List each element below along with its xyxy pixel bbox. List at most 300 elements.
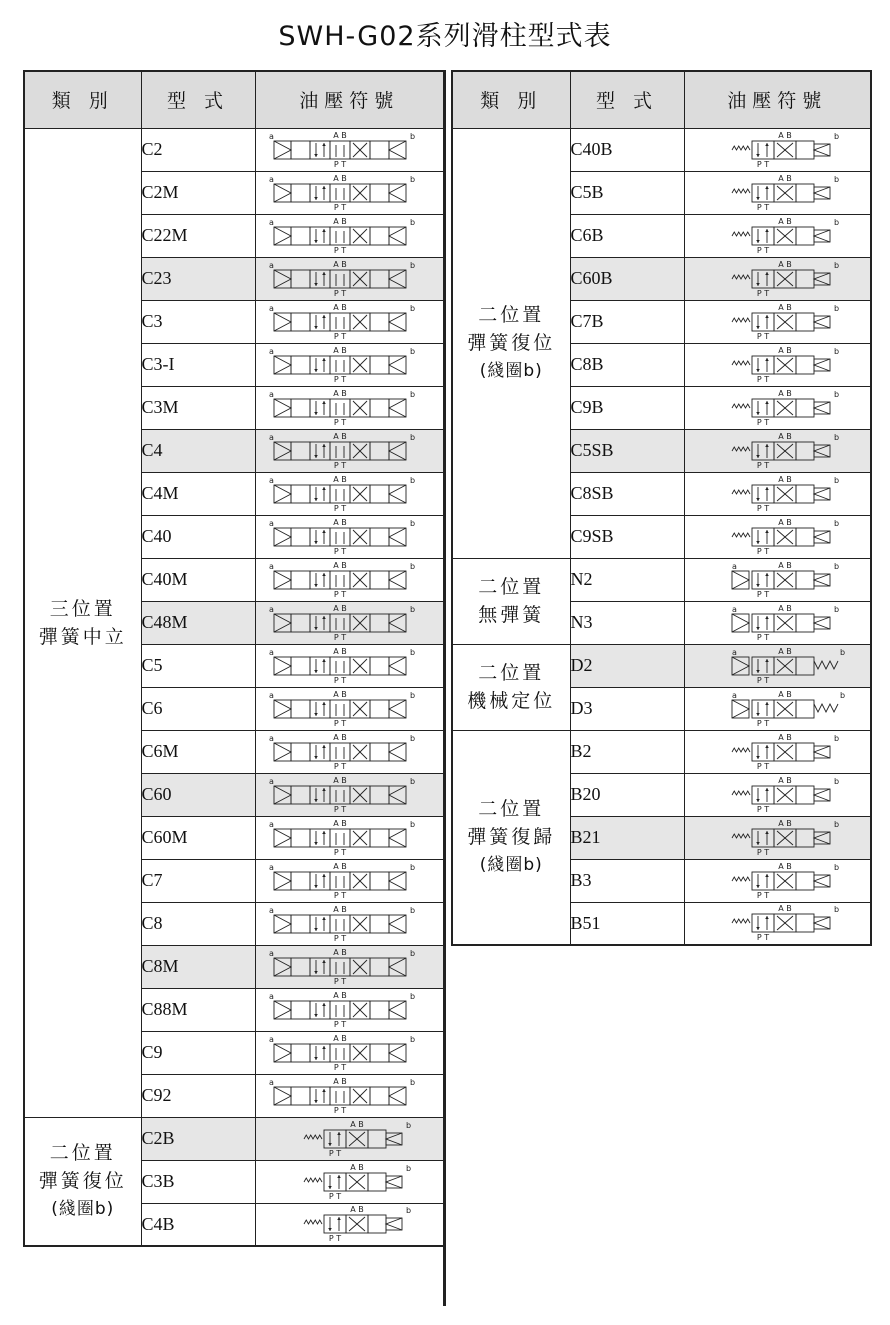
svg-text:b: b [410,561,416,571]
model-cell: C4 [141,429,255,472]
category-line: 彈簧中立 [38,625,127,648]
model-cell: C5B [570,171,684,214]
hydraulic-symbol-icon [264,775,434,815]
svg-text:b: b [834,475,840,485]
category-line: 三位置 [49,597,116,620]
svg-text:A B: A B [778,732,793,742]
hydraulic-symbol-icon [264,646,434,686]
svg-text:P T: P T [757,632,770,642]
model-cell: C9B [570,386,684,429]
svg-text:P T: P T [757,288,770,298]
svg-text:b: b [834,862,840,872]
svg-text:A B: A B [333,259,348,269]
symbol-cell [255,1031,444,1074]
svg-text:a: a [732,561,738,571]
symbol-cell [255,429,444,472]
model-cell: C40M [141,558,255,601]
svg-text:b: b [834,260,840,270]
svg-text:P T: P T [334,374,347,384]
symbol-cell [684,386,871,429]
hydraulic-symbol-icon [692,173,862,213]
symbol-cell [255,214,444,257]
svg-text:A B: A B [778,603,793,613]
svg-text:a: a [269,518,275,528]
svg-text:b: b [410,819,416,829]
symbol-cell [255,859,444,902]
model-cell: C3-I [141,343,255,386]
model-cell: C2M [141,171,255,214]
svg-text:P T: P T [334,847,347,857]
svg-text:P T: P T [334,460,347,470]
hydraulic-symbol-icon [692,517,862,557]
symbol-cell [684,601,871,644]
model-cell: N3 [570,601,684,644]
model-cell: C8B [570,343,684,386]
model-cell: C6 [141,687,255,730]
hydraulic-symbol-icon [264,173,434,213]
svg-text:b: b [410,518,416,528]
category-line: 二位置 [478,662,545,684]
svg-text:P T: P T [334,503,347,513]
svg-text:b: b [834,174,840,184]
symbol-cell [684,429,871,472]
symbol-cell [684,687,871,730]
svg-text:a: a [269,905,275,915]
symbol-cell [255,515,444,558]
symbol-cell [255,472,444,515]
category-cell [24,128,141,1117]
hydraulic-symbol-icon [692,603,862,643]
svg-text:A B: A B [333,603,348,613]
svg-text:a: a [732,690,738,700]
hydraulic-symbol-icon [264,990,434,1030]
model-cell: D2 [570,644,684,687]
svg-text:P T: P T [334,675,347,685]
symbol-cell [255,128,444,171]
svg-text:P T: P T [334,1019,347,1029]
svg-text:A B: A B [778,904,793,914]
hydraulic-symbol-icon [264,689,434,729]
hydraulic-symbol-icon [264,732,434,772]
model-cell: C7 [141,859,255,902]
left-spool-table [23,70,445,1247]
model-cell: C23 [141,257,255,300]
svg-text:b: b [834,905,840,915]
svg-text:A B: A B [778,474,793,484]
svg-text:A B: A B [333,302,348,312]
model-cell: B51 [570,902,684,945]
symbol-cell [684,902,871,945]
svg-text:A B: A B [350,1119,365,1129]
svg-text:b: b [410,1077,416,1087]
svg-text:A B: A B [333,345,348,355]
hydraulic-symbol-icon [264,216,434,256]
symbol-cell [684,343,871,386]
model-cell: C4M [141,472,255,515]
hydraulic-symbol-icon [692,302,862,342]
svg-text:A B: A B [778,560,793,570]
symbol-cell [684,300,871,343]
svg-text:b: b [410,948,416,958]
svg-text:a: a [269,389,275,399]
svg-text:P T: P T [757,159,770,169]
symbol-cell [684,214,871,257]
svg-text:b: b [410,389,416,399]
hydraulic-symbol-icon [692,903,862,943]
svg-text:b: b [834,131,840,141]
svg-text:a: a [269,260,275,270]
category-line: 二位置 [478,304,545,326]
header-symbol: 油壓符號 [684,71,871,128]
svg-text:a: a [269,561,275,571]
symbol-cell [684,644,871,687]
svg-text:P T: P T [334,761,347,771]
svg-text:P T: P T [334,1105,347,1115]
svg-text:a: a [269,819,275,829]
hydraulic-symbol-icon [264,130,434,170]
hydraulic-symbol-icon [264,345,434,385]
model-cell: B2 [570,730,684,773]
model-cell: C48M [141,601,255,644]
svg-text:b: b [834,432,840,442]
symbol-cell [684,171,871,214]
svg-text:A B: A B [333,173,348,183]
symbol-cell [684,730,871,773]
symbol-cell [255,730,444,773]
svg-text:P T: P T [334,1062,347,1072]
spool-row-n2 [452,558,871,601]
hydraulic-symbol-icon [692,474,862,514]
svg-text:P T: P T [757,331,770,341]
category-line: 彈簧復位 [38,1170,127,1193]
category-cell [24,1117,141,1246]
svg-text:A B: A B [333,388,348,398]
model-cell: C92 [141,1074,255,1117]
svg-text:A B: A B [778,345,793,355]
model-cell: C5 [141,644,255,687]
model-cell: C3 [141,300,255,343]
symbol-cell [255,257,444,300]
svg-text:A B: A B [350,1205,365,1215]
svg-text:A B: A B [778,431,793,441]
symbol-cell [255,644,444,687]
svg-text:P T: P T [757,675,770,685]
model-cell: C3B [141,1160,255,1203]
svg-text:P T: P T [334,417,347,427]
hydraulic-symbol-icon [264,560,434,600]
svg-text:P T: P T [757,503,770,513]
svg-text:b: b [834,776,840,786]
category-line: 二位置 [478,798,545,821]
hydraulic-symbol-icon [264,1119,434,1159]
model-cell: C5SB [570,429,684,472]
svg-text:P T: P T [334,331,347,341]
model-cell: D3 [570,687,684,730]
model-cell: C60B [570,257,684,300]
svg-text:b: b [410,260,416,270]
svg-text:b: b [410,991,416,1001]
hydraulic-symbol-icon [692,818,862,858]
svg-text:A B: A B [333,904,348,914]
hydraulic-symbol-icon [692,689,862,729]
svg-text:b: b [410,217,416,227]
svg-text:a: a [269,991,275,1001]
category-line: 彈簧復歸 [467,826,556,849]
symbol-cell [255,558,444,601]
spool-row-c2 [24,128,444,171]
header-category: 類 別 [24,71,141,128]
model-cell: B20 [570,773,684,816]
symbol-cell [684,816,871,859]
svg-text:a: a [269,303,275,313]
hydraulic-symbol-icon [264,861,434,901]
model-cell: B3 [570,859,684,902]
svg-text:b: b [834,389,840,399]
svg-text:a: a [269,862,275,872]
svg-text:P T: P T [334,159,347,169]
svg-text:A B: A B [350,1162,365,1172]
hydraulic-symbol-icon [692,130,862,170]
symbol-cell [684,558,871,601]
symbol-cell [255,386,444,429]
svg-text:A B: A B [778,259,793,269]
svg-text:b: b [410,346,416,356]
symbol-cell [684,859,871,902]
svg-text:A B: A B [778,861,793,871]
hydraulic-symbol-icon [692,646,862,686]
hydraulic-symbol-icon [264,1204,434,1244]
right-header-row [452,71,871,128]
svg-text:A B: A B [333,947,348,957]
symbol-cell [255,1160,444,1203]
svg-text:A B: A B [333,474,348,484]
svg-text:A B: A B [778,818,793,828]
svg-text:a: a [269,690,275,700]
svg-text:A B: A B [333,1033,348,1043]
hydraulic-symbol-icon [692,732,862,772]
svg-text:A B: A B [778,388,793,398]
svg-text:P T: P T [757,374,770,384]
hydraulic-symbol-icon [264,388,434,428]
model-cell: C3M [141,386,255,429]
symbol-cell [255,988,444,1031]
header-model: 型 式 [570,71,684,128]
svg-text:P T: P T [334,632,347,642]
svg-text:b: b [834,217,840,227]
svg-text:A B: A B [333,646,348,656]
svg-text:b: b [840,690,846,700]
model-cell: C22M [141,214,255,257]
svg-text:b: b [410,776,416,786]
svg-text:P T: P T [334,288,347,298]
svg-text:A B: A B [333,431,348,441]
model-cell: C2 [141,128,255,171]
svg-text:A B: A B [333,560,348,570]
header-model: 型 式 [141,71,255,128]
svg-text:P T: P T [757,847,770,857]
model-cell: C88M [141,988,255,1031]
svg-text:P T: P T [334,804,347,814]
svg-text:a: a [269,776,275,786]
svg-text:a: a [269,647,275,657]
left-header-row [24,71,444,128]
svg-text:b: b [410,604,416,614]
svg-text:P T: P T [329,1148,342,1158]
svg-text:P T: P T [334,202,347,212]
category-cell [452,730,570,945]
symbol-cell [255,816,444,859]
symbol-cell [255,902,444,945]
svg-text:b: b [410,174,416,184]
hydraulic-symbol-icon [264,1033,434,1073]
svg-text:P T: P T [757,202,770,212]
symbol-cell [255,343,444,386]
svg-text:a: a [269,174,275,184]
svg-text:P T: P T [757,460,770,470]
svg-text:b: b [410,432,416,442]
model-cell: C60M [141,816,255,859]
svg-text:a: a [269,432,275,442]
svg-text:P T: P T [757,589,770,599]
svg-text:P T: P T [334,976,347,986]
hydraulic-symbol-icon [692,345,862,385]
model-cell: C2B [141,1117,255,1160]
hydraulic-symbol-icon [264,603,434,643]
hydraulic-symbol-icon [264,474,434,514]
svg-text:P T: P T [334,589,347,599]
svg-text:P T: P T [757,933,770,943]
svg-text:A B: A B [333,130,348,140]
svg-text:P T: P T [757,417,770,427]
hydraulic-symbol-icon [692,259,862,299]
hydraulic-symbol-icon [264,431,434,471]
svg-text:P T: P T [329,1234,342,1244]
svg-text:P T: P T [757,546,770,556]
svg-text:A B: A B [778,173,793,183]
svg-text:b: b [410,647,416,657]
model-cell: C8SB [570,472,684,515]
category-line: (綫圈b) [479,361,543,381]
svg-text:A B: A B [778,302,793,312]
model-cell: C40B [570,128,684,171]
svg-text:A B: A B [778,216,793,226]
spool-row-c2b [24,1117,444,1160]
svg-text:b: b [410,303,416,313]
symbol-cell [255,773,444,816]
svg-text:A B: A B [333,689,348,699]
svg-text:b: b [834,819,840,829]
svg-text:P T: P T [334,890,347,900]
symbol-cell [255,300,444,343]
symbol-cell [255,1203,444,1246]
svg-text:a: a [269,131,275,141]
svg-text:a: a [269,475,275,485]
category-cell [452,558,570,644]
svg-text:A B: A B [778,775,793,785]
svg-text:P T: P T [334,546,347,556]
hydraulic-symbol-icon [692,216,862,256]
category-line: (綫圈b) [51,1199,115,1220]
svg-text:b: b [406,1206,412,1216]
svg-text:P T: P T [334,245,347,255]
svg-text:A B: A B [333,1076,348,1086]
spool-row-c40b [452,128,871,171]
model-cell: C6B [570,214,684,257]
hydraulic-symbol-icon [264,947,434,987]
symbol-cell [684,472,871,515]
svg-text:b: b [834,733,840,743]
svg-text:a: a [732,647,738,657]
svg-text:b: b [410,733,416,743]
category-line: 二位置 [478,576,545,598]
hydraulic-symbol-icon [264,517,434,557]
svg-text:A B: A B [333,775,348,785]
model-cell: C8M [141,945,255,988]
svg-text:A B: A B [333,818,348,828]
svg-text:b: b [834,518,840,528]
svg-text:P T: P T [334,718,347,728]
category-line: 彈簧復位 [467,332,556,354]
model-cell: C40 [141,515,255,558]
svg-text:b: b [410,1034,416,1044]
svg-text:b: b [406,1120,412,1130]
svg-text:a: a [269,948,275,958]
category-line: 無彈簧 [478,604,545,626]
svg-text:b: b [410,131,416,141]
symbol-cell [684,257,871,300]
hydraulic-symbol-icon [692,431,862,471]
symbol-cell [684,515,871,558]
hydraulic-symbol-icon [264,1076,434,1116]
svg-text:b: b [840,647,846,657]
model-cell: C60 [141,773,255,816]
hydraulic-symbol-icon [692,388,862,428]
svg-text:A B: A B [333,216,348,226]
svg-text:P T: P T [757,890,770,900]
category-cell [452,644,570,730]
svg-text:b: b [834,346,840,356]
category-line: 機械定位 [467,690,556,712]
svg-text:P T: P T [334,933,347,943]
spool-row-b2 [452,730,871,773]
hydraulic-symbol-icon [264,302,434,342]
svg-text:a: a [269,217,275,227]
symbol-cell [255,171,444,214]
svg-text:b: b [834,604,840,614]
symbol-cell [684,128,871,171]
symbol-cell [255,601,444,644]
symbol-cell [255,1117,444,1160]
svg-text:A B: A B [333,861,348,871]
hydraulic-symbol-icon [264,259,434,299]
model-cell: C4B [141,1203,255,1246]
right-spool-table [451,70,872,946]
category-cell [452,128,570,558]
svg-text:A B: A B [333,517,348,527]
symbol-cell [684,773,871,816]
svg-text:a: a [269,733,275,743]
svg-text:A B: A B [333,990,348,1000]
hydraulic-symbol-icon [692,861,862,901]
svg-text:A B: A B [778,646,793,656]
model-cell: C8 [141,902,255,945]
model-cell: C7B [570,300,684,343]
model-cell: C9SB [570,515,684,558]
svg-text:a: a [269,1077,275,1087]
symbol-cell [255,1074,444,1117]
svg-text:P T: P T [757,761,770,771]
svg-text:b: b [410,690,416,700]
